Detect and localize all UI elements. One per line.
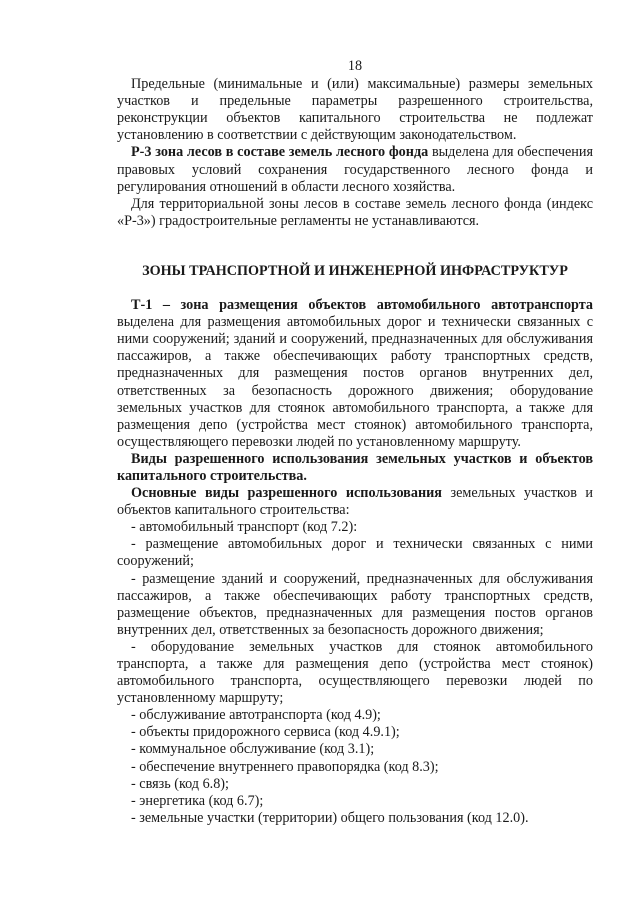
paragraph-zone-r3-regulations: Для территориальной зоны лесов в составе земель лесного фонда (индекс «Р-3») градостроительные регламенты не устанавливаются. [117,195,593,229]
zone-t1-description: выделена для размещения автомобильных дорог и технически связанных с ними сооружений; зданий и сооружений, предназначенных для обслуживания пассажиров, а также обеспечивающих работу транспортных средств, предназначенных для размещения постов органов внутренних дел, ответственных за безопасность дорожного движения; оборудование земельных участков для стоянок автомобильного транспорта, а также для размещения депо (устройства мест стоянок) автомобильного транспорта, осуществляющего перевозки людей по установленному маршруту. [117,314,593,450]
list-item: - размещение зданий и сооружений, предназначенных для обслуживания пассажиров, а также обеспечивающих работу транспортных средств, размещение объектов, предназначенных для размещения постов органов внутренних дел, ответственных за безопасность дорожного движения; [117,570,593,638]
main-uses-description: земельных участков и объектов капитального строительства: [117,485,593,519]
paragraph-zone-t1 [117,297,593,451]
list-item: - объекты придорожного сервиса (код 4.9.1); [131,724,400,741]
paragraph-size-limits: Предельные (минимальные и (или) максимальные) размеры земельных участков и предельные параметры разрешенного строительства, реконструкции объектов капитального строительства не подлежат установлению в соответствии с действующим законодательством. [117,76,593,144]
permitted-uses-title: Виды разрешенного использования земельных участков и объектов капитального строительства. [117,450,593,484]
main-uses-title: Основные виды разрешенного использования [131,485,442,502]
list-item: - земельные участки (территории) общего пользования (код 12.0). [131,809,529,826]
zone-t1-title: Т-1 – зона размещения объектов автомобильного автотранспорта [131,297,593,314]
list-item: - связь (код 6.8); [131,775,229,792]
paragraph-permitted-uses-heading [117,451,593,485]
zone-r3-description: выделена для обеспечения правовых условий сохранения государственного лесного фонда и регулирования отношений в области лесного хозяйства. [117,144,594,195]
list-item: - обеспечение внутреннего правопорядка (код 8.3); [131,758,439,775]
list-item: - автомобильный транспорт (код 7.2): [131,519,358,536]
zone-r3-title: Р-3 зона лесов в составе земель лесного фонда [131,144,429,161]
list-item: - оборудование земельных участков для стоянок автомобильного транспорта, а также для размещения депо (устройства мест стоянок) автомобильного транспорта, осуществляющего перевозки людей по установленному маршруту; [117,638,593,707]
paragraph-main-uses [117,485,593,519]
list-item: - энергетика (код 6.7); [131,792,264,809]
section-heading: ЗОНЫ ТРАНСПОРТНОЙ И ИНЖЕНЕРНОЙ ИНФРАСТРУКТУР [142,262,568,279]
list-item: - обслуживание автотранспорта (код 4.9); [131,707,381,724]
page-number: 18 [347,58,363,74]
list-item: - коммунальное обслуживание (код 3.1); [131,741,375,758]
page-body [117,58,593,827]
paragraph-zone-r3 [117,144,593,195]
list-item: - размещение автомобильных дорог и технически связанных с ними сооружений; [117,536,593,570]
